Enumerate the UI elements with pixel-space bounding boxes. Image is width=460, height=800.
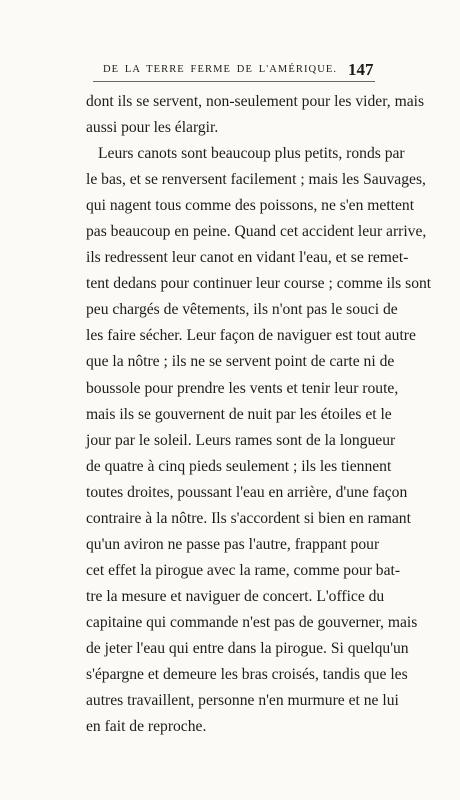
- text-line: autres travaillent, personne n'en murmure et ne lui: [86, 692, 399, 710]
- text-line: peu chargés de vêtements, ils n'ont pas le souci de: [86, 301, 398, 319]
- text-line: tent dedans pour continuer leur course ; comme ils sont: [86, 275, 432, 293]
- text-line: toutes droites, poussant l'eau en arrière, d'une façon: [86, 483, 408, 501]
- running-title: DE LA TERRE FERME DE L'AMÉRIQUE.: [103, 64, 338, 75]
- running-head: [0, 60, 460, 82]
- text-line: de jeter l'eau qui entre dans la pirogue. Si quelqu'un: [86, 639, 409, 657]
- text-line: le bas, et se renversent facilement ; mais les Sauvages,: [86, 171, 426, 189]
- text-line: qu'un aviron ne passe pas l'autre, frappant pour: [86, 535, 380, 553]
- header-rule: [93, 81, 375, 82]
- text-line: les faire sécher. Leur façon de naviguer est tout autre: [86, 327, 416, 345]
- page-number: 147: [348, 60, 374, 79]
- text-line: Leurs canots sont beaucoup plus petits, ronds par: [98, 145, 405, 163]
- body-text: [86, 89, 432, 740]
- text-line: de quatre à cinq pieds seulement ; ils les tiennent: [86, 457, 392, 475]
- text-line: boussole pour prendre les vents et tenir leur route,: [86, 379, 399, 397]
- text-line: s'épargne et demeure les bras croisés, tandis que les: [86, 666, 408, 684]
- text-line: mais ils se gouvernent de nuit par les étoiles et le: [86, 405, 392, 423]
- text-line: en fait de reproche.: [86, 718, 207, 736]
- text-line: qui nagent tous comme des poissons, ne s'en mettent: [86, 197, 415, 215]
- text-line: aussi pour les élargir.: [86, 119, 219, 137]
- text-line: tre la mesure et naviguer de concert. L'office du: [86, 587, 385, 605]
- text-line: contraire à la nôtre. Ils s'accordent si bien en ramant: [86, 509, 411, 527]
- text-line: cet effet la pirogue avec la rame, comme pour bat-: [86, 561, 401, 579]
- text-line: dont ils se servent, non-seulement pour les vider, mais: [86, 93, 425, 110]
- text-line: que la nôtre ; ils ne se servent point de carte ni de: [86, 353, 395, 371]
- text-line: pas beaucoup en peine. Quand cet accident leur arrive,: [86, 223, 427, 241]
- text-line: jour par le soleil. Leurs rames sont de la longueur: [86, 431, 396, 449]
- text-line: ils redressent leur canot en vidant l'eau, et se remet-: [86, 249, 409, 267]
- text-line: capitaine qui commande n'est pas de gouverner, mais: [86, 613, 418, 631]
